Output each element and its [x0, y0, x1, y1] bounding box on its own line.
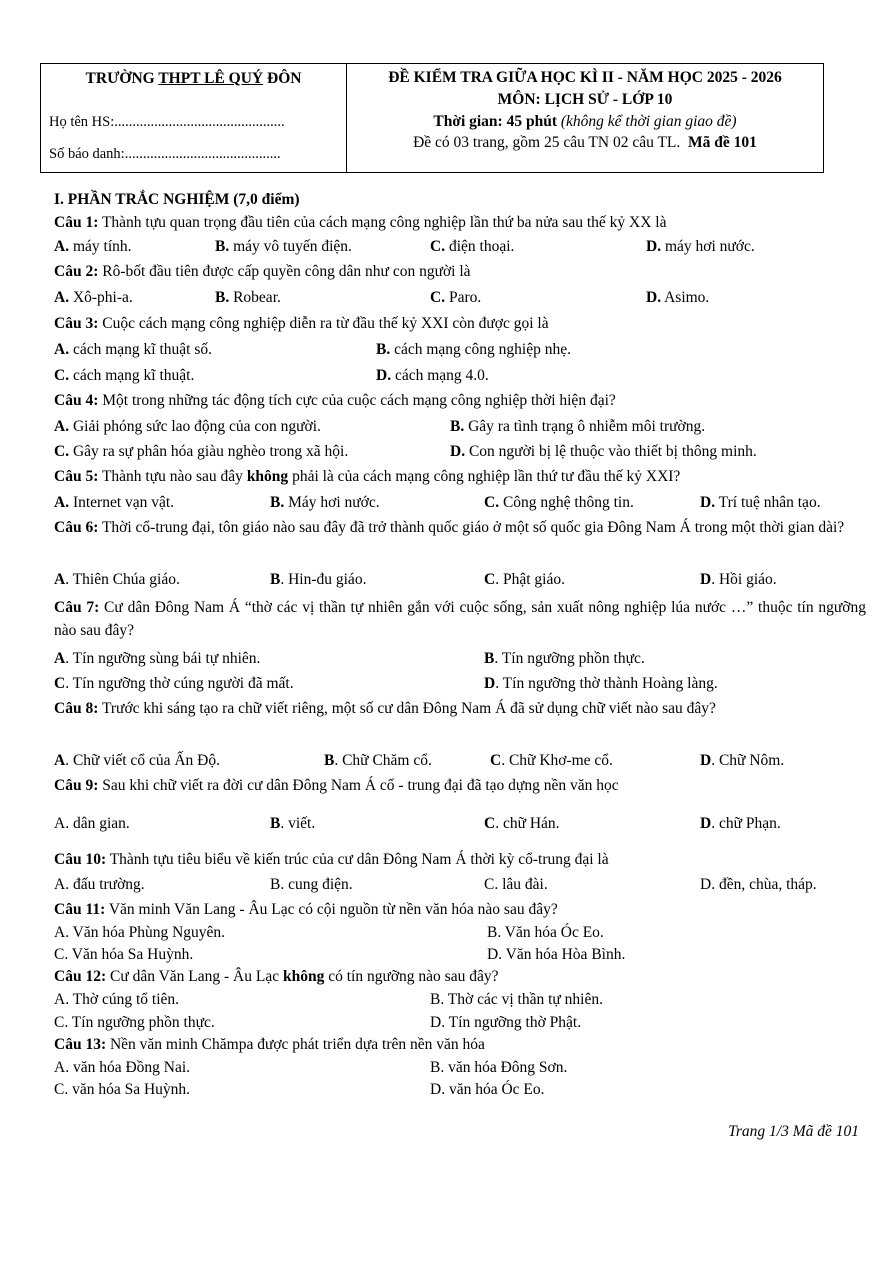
option-d[interactable]: D. Tín ngưỡng thờ thành Hoàng làng.: [484, 675, 718, 692]
options-q13-row1: [54, 1058, 866, 1077]
question-10: Câu 10: Thành tựu tiêu biểu về kiến trúc của cư dân Đông Nam Á thời kỳ cổ-trung đại là: [54, 851, 609, 868]
option-b[interactable]: B. Hin-đu giáo.: [270, 571, 367, 588]
options-q3-row1: [54, 340, 866, 359]
option-b[interactable]: B. Văn hóa Óc Eo.: [487, 924, 604, 941]
option-c[interactable]: C. Công nghệ thông tin.: [484, 494, 634, 511]
option-a[interactable]: A. Giải phóng sức lao động của con người.: [54, 418, 321, 435]
question-12: Câu 12: Cư dân Văn Lang - Âu Lạc không có tín ngưỡng nào sau đây?: [54, 968, 499, 985]
option-a[interactable]: A. dân gian.: [54, 815, 130, 832]
exam-header: [40, 63, 824, 173]
question-13: Câu 13: Nền văn minh Chămpa được phát triển dựa trên nền văn hóa: [54, 1036, 485, 1053]
options-q9: [54, 814, 866, 833]
question-1: Câu 1: Thành tựu quan trọng đầu tiên của cách mạng công nghiệp lần thứ ba nửa sau thế kỷ XX là: [54, 214, 667, 231]
question-2: Câu 2: Rô-bốt đầu tiên được cấp quyền công dân như con người là: [54, 263, 471, 280]
option-a[interactable]: A. Thiên Chúa giáo.: [54, 571, 180, 588]
option-b[interactable]: B. cách mạng công nghiệp nhẹ.: [376, 341, 571, 358]
options-q5: [54, 493, 866, 512]
option-a[interactable]: A. Tín ngưỡng sùng bái tự nhiên.: [54, 650, 261, 667]
options-q8: [54, 751, 866, 770]
option-d[interactable]: D. cách mạng 4.0.: [376, 367, 489, 384]
options-q7-row1: [54, 649, 866, 668]
option-a[interactable]: A. Internet vạn vật.: [54, 494, 175, 511]
option-b[interactable]: B. cung điện.: [270, 876, 353, 893]
option-d[interactable]: D. Hồi giáo.: [700, 571, 777, 588]
option-d[interactable]: D. máy hơi nước.: [646, 238, 755, 255]
option-c[interactable]: C. văn hóa Sa Huỳnh.: [54, 1081, 191, 1098]
option-b[interactable]: B. Tín ngưỡng phồn thực.: [484, 650, 645, 667]
option-a[interactable]: A. Văn hóa Phùng Nguyên.: [54, 924, 226, 941]
option-d[interactable]: D. Văn hóa Hòa Bình.: [487, 946, 626, 963]
section-title: I. PHẦN TRẮC NGHIỆM (7,0 điểm): [54, 191, 300, 208]
student-id-field: Số báo danh:...........................................: [49, 146, 281, 162]
options-q11-row2: [54, 945, 866, 964]
option-c[interactable]: C. Phật giáo.: [484, 571, 565, 588]
option-d[interactable]: D. Asimo.: [646, 289, 710, 306]
option-b[interactable]: B. viết.: [270, 815, 316, 832]
option-b[interactable]: B. Chữ Chăm cổ.: [324, 752, 432, 769]
option-a[interactable]: A. máy tính.: [54, 238, 132, 255]
header-left: [41, 64, 347, 172]
option-c[interactable]: C. Văn hóa Sa Huỳnh.: [54, 946, 194, 963]
student-name-field: Họ tên HS:...............................................: [49, 114, 285, 130]
option-c[interactable]: C. Tín ngưỡng thờ cúng người đã mất.: [54, 675, 294, 692]
option-a[interactable]: A. cách mạng kĩ thuật số.: [54, 341, 212, 358]
option-d[interactable]: D. Chữ Nôm.: [700, 752, 785, 769]
options-q3-row2: [54, 366, 866, 385]
options-q7-row2: [54, 674, 866, 693]
question-9: Câu 9: Sau khi chữ viết ra đời cư dân Đông Nam Á cổ - trung đại đã tạo dựng nền văn học: [54, 777, 619, 794]
exam-subject: MÔN: LỊCH SỬ - LỚP 10: [497, 91, 673, 108]
option-a[interactable]: A. Chữ viết cổ của Ấn Độ.: [54, 752, 220, 769]
option-c[interactable]: C. Chữ Khơ-me cổ.: [490, 752, 613, 769]
option-d[interactable]: D. văn hóa Óc Eo.: [430, 1081, 545, 1098]
option-c[interactable]: C. cách mạng kĩ thuật.: [54, 367, 195, 384]
school-name: TRƯỜNG THPT LÊ QUÝ ĐÔN: [85, 70, 302, 87]
header-right: [347, 64, 823, 172]
options-q13-row2: [54, 1080, 866, 1099]
option-b[interactable]: B. Máy hơi nước.: [270, 494, 380, 511]
option-d[interactable]: D. chữ Phạn.: [700, 815, 781, 832]
exam-time: Thời gian: 45 phút (không kể thời gian giao đề): [433, 113, 737, 130]
option-c[interactable]: C. điện thoại.: [430, 238, 515, 255]
option-b[interactable]: B. văn hóa Đông Sơn.: [430, 1059, 568, 1076]
options-q10: [54, 875, 866, 894]
option-c[interactable]: C. lâu đài.: [484, 876, 548, 893]
options-q12-row1: [54, 990, 866, 1009]
option-d[interactable]: D. Tín ngưỡng thờ Phật.: [430, 1014, 582, 1031]
question-7: Câu 7: Cư dân Đông Nam Á “thờ các vị thần tự nhiên gắn với cuộc sống, sản xuất nông nghiệp lúa nước …” thuộc tín ngưỡng nào sau đây?: [54, 599, 866, 639]
option-b[interactable]: B. Thờ các vị thần tự nhiên.: [430, 991, 603, 1008]
exam-title: ĐỀ KIỂM TRA GIỮA HỌC KÌ II - NĂM HỌC 2025 - 2026: [388, 69, 782, 86]
option-b[interactable]: B. máy vô tuyến điện.: [215, 238, 352, 255]
question-4: Câu 4: Một trong những tác động tích cực của cuộc cách mạng công nghiệp thời hiện đại?: [54, 392, 616, 409]
option-d[interactable]: D. đền, chùa, tháp.: [700, 876, 817, 893]
exam-pages-info: Đề có 03 trang, gồm 25 câu TN 02 câu TL. Mã đề 101: [413, 134, 757, 151]
option-d[interactable]: D. Trí tuệ nhân tạo.: [700, 494, 821, 511]
option-c[interactable]: C. Tín ngưỡng phồn thực.: [54, 1014, 215, 1031]
options-q4-row2: [54, 442, 866, 461]
option-b[interactable]: B. Gây ra tình trạng ô nhiễm môi trường.: [450, 418, 706, 435]
option-a[interactable]: A. đấu trường.: [54, 876, 145, 893]
question-3: Câu 3: Cuộc cách mạng công nghiệp diễn ra từ đầu thế kỷ XXI còn được gọi là: [54, 315, 549, 332]
question-8: Câu 8: Trước khi sáng tạo ra chữ viết riêng, một số cư dân Đông Nam Á đã sử dụng chữ viết nào sau đây?: [54, 700, 716, 717]
option-d[interactable]: D. Con người bị lệ thuộc vào thiết bị thông minh.: [450, 443, 757, 460]
options-q11-row1: [54, 923, 866, 942]
option-c[interactable]: C. Paro.: [430, 289, 482, 306]
option-a[interactable]: A. Xô-phi-a.: [54, 289, 133, 306]
options-q1: [54, 237, 866, 256]
options-q12-row2: [54, 1013, 866, 1032]
options-q2: [54, 288, 866, 307]
page-footer: Trang 1/3 Mã đề 101: [728, 1123, 859, 1140]
option-b[interactable]: B. Robear.: [215, 289, 281, 306]
question-11: Câu 11: Văn minh Văn Lang - Âu Lạc có cội nguồn từ nền văn hóa nào sau đây?: [54, 901, 558, 918]
question-5: Câu 5: Thành tựu nào sau đây không phải là của cách mạng công nghiệp lần thứ tư đầu thế kỷ XXI?: [54, 468, 681, 485]
option-a[interactable]: A. Thờ cúng tổ tiên.: [54, 991, 180, 1008]
options-q6: [54, 570, 866, 589]
option-a[interactable]: A. văn hóa Đồng Nai.: [54, 1059, 191, 1076]
question-6: Câu 6: Thời cổ-trung đại, tôn giáo nào sau đây đã trở thành quốc giáo ở một số quốc gia Đông Nam Á trong một thời gian dài?: [54, 519, 845, 536]
option-c[interactable]: C. chữ Hán.: [484, 815, 560, 832]
options-q4-row1: [54, 417, 866, 436]
option-c[interactable]: C. Gây ra sự phân hóa giàu nghèo trong xã hội.: [54, 443, 349, 460]
